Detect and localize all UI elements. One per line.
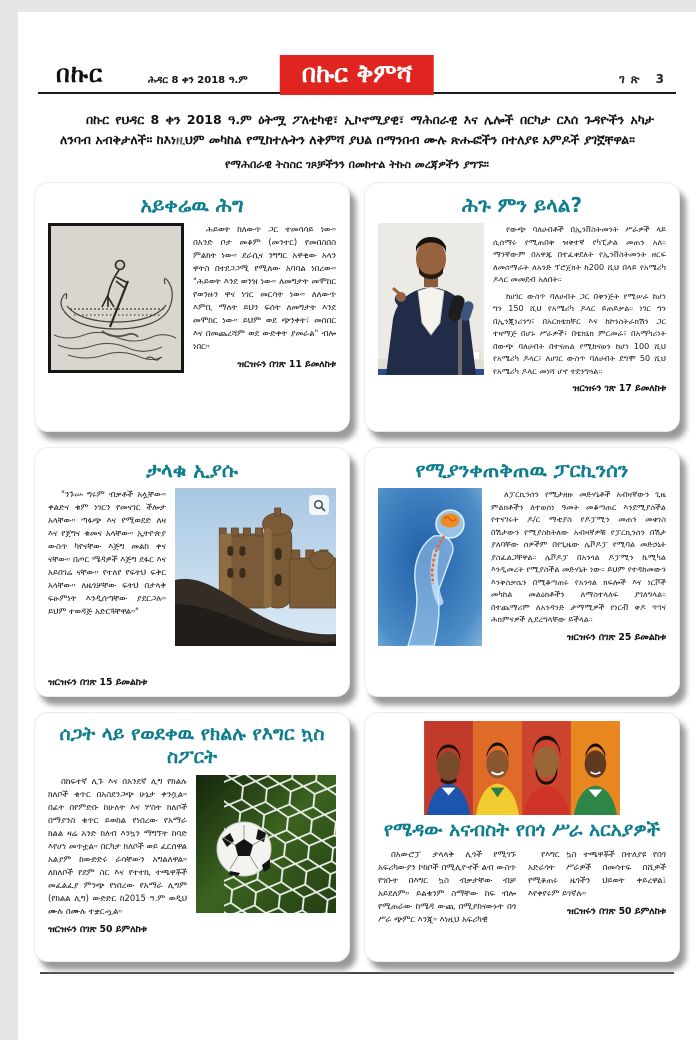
article-body: የውጭ ባለሀብቶች በኢንቨስትመንት ሥራዎች ላይ ሲሰማሩ የሚጠበቅ ዝቅተኛ የካፒታል መጠን አለ። ማንኛውም በአዋጁ በተፈቀደለት የኢንቨስትመንት ዘርፍ ለመሰማራት ለአንድ ፕሮጀክት ከ200 ሺህ በላይ የአሜሪካ ዶላር መመደብ አለበት። ከሀገር ውስጥ ባለሀብት ጋር በቅንጅት የሚሠራ ከሆነ ግን 150 ሺህ የአሜሪካ ዶላር ይጠይቃል። ነገር ግን በኢንጂነሪንግ፣ በአርክቴክቸር እና ከኮንስትራክሽን ጋር ተዛማጅ በሆኑ ሥራዎች፣ በቴክኒክ ምርመራ፣ በአማካሪነት በውጭ ባለሀብት በተናጠል የሚከናወን ከሆነ 100 ሺህ የአሜሪካ ዶላር፣ ለሀገር ውስጥ ባለሀብት ደግሞ 50 ሺህ የአሜሪካ ዶላር መነሻ ሆኖ ተደንግጓል። ዝርዝሩን ገጽ 17 ይመለከቱ (493, 223, 666, 423)
speaker-portrait-photo (378, 223, 484, 423)
article-card-what-does-law-say (364, 182, 680, 432)
zoom-magnifier-icon[interactable] (309, 495, 329, 515)
article-card-charitable-footballers (364, 712, 680, 962)
intro-paragraph: በኩር የህዳር 8 ቀን 2018 ዓ.ም ዕትሟ ፖለቲካዊ፣ ኢኮኖሚያዊ፣ ማሕበራዊ እና ሌሎች በርካታ ርእሰ ጉዳዮችን አካታ ለንባብ አብቅታለች። ከእነዚህም መካከል የሚከተሉትን ለቅምሻ ያህል በማንበብ ሙሉ ጽሑፎችን በተለያዩ አምዶች ያገኟቸዋል። (60, 112, 654, 147)
gondar-castle-photo (175, 488, 336, 688)
see-page-note: ዝርዝሩን በገጽ 11 ይመለከቱ (237, 359, 336, 371)
articles-grid (34, 182, 680, 962)
article-body-column-1: በአውሮፓ ታላላቅ ሊጎች የሚገኙ አፍሪካውያን ኮከቦች በሚሊዮኖች ልብ ውስጥ የገቡት በእግር ኳስ ብቃታቸው ብቻ አይደለም። ይልቁንም ስማቸው ከፍ ብሎ የሚጠራው ከሜዳ ውጪ በሚያከናውኑት በጎ ሥራ ጭምር እንጂ። እነዚህ አፍሪካዊ (378, 848, 516, 924)
article-card-parkinsons (364, 447, 680, 697)
see-page-note: ዝርዝሩን በገጽ 50 ይምለከቱ (567, 905, 666, 917)
soccer-ball-net-photo (196, 775, 336, 953)
article-body: ሕይወት ከለውጥ ጋር ተመሳሳይ ነው። በአንድ ቦታ መቆም (መንተር) የመበስበስ ምልክት ነው። ደራሲና ንግግር አዋቂው አላን ዋትስ በተደጋጋሚ የሚለው አባባል ነበረው። "ሕይወት እንደ ወንዝ ነው። ለመግታት መሞከር የወንዙን ዋና ነገር መርሳት ነው። ለለውጥ እምቢ ማለት ይህን ፍሰት ለመግታት እንደ መሞከር ነው። ይህም ወደ ጭንቀት፣ መሰበር እና በመጨረሻም ወደ ውድቀት ያመራል" ብሎ ነበር። ዝርዝሩን በገጽ 11 ይመለከቱ (193, 223, 336, 423)
page-number: ገጽ 3 (619, 72, 670, 86)
article-card-regional-football (34, 712, 350, 962)
article-card-iyasu-the-great (34, 447, 350, 697)
see-page-note: ዝርዝሩን በገጽ 50 ይምለከቱ (48, 923, 147, 935)
social-media-tagline: የማሕበራዊ ትስስር ገጾቻችንን በመከተል ትኩስ መረጃዎችን ያግኙ። (225, 158, 489, 171)
newspaper-logo: በኩር (56, 60, 104, 88)
article-title: ታላቁ ኢያሱ (146, 458, 238, 482)
african-footballers-illustration (423, 721, 621, 815)
article-title: የሜዳው አናብስት የበጎ ሥራ አርአያዎች (383, 819, 661, 841)
newspaper-page (18, 12, 696, 1040)
masthead (38, 22, 676, 94)
section-banner: በኩር ቅምሻ (280, 55, 434, 95)
article-body: "ንጉሡ ግሩም ብቃቶች አሏቸው። ቀልድና ቁም ነገርን የመናገር ችሎታ አላቸው። ጣፋጭ እና የሚወደድ ለዛ እና የጀግና ቁመና አላቸው። ኢትዮጵያ ውስጥ ካየናቸው እጅግ መልከ ቀና ናቸው። በጦር ሜዳዎች እጅግ ደፋር እና አይበገሬ ናቸው። የተለየ የፍትህ ፍቅር አላቸው። ለዜጎቻቸው ፍትህ በታላቅ ፍፁምነት እንዲሰጣቸው ያደርጋሉ። ይህም ተወዳጅ አድርጓቸዋል።" (48, 489, 166, 617)
article-body: ለፓርኪንሰን የሚታዘዙ መድሃኒቶች አብዛኛውን ጊዜ ምልክቶችን ለተወሰነ ዓመት መቆጣጠር እንደሚያስችል የተናገሩት ዶ/ር ማቲያስ የዶፓሚን መጠን መቀነስ በሽታውን የሚያስከትለው አብዛኛዎቹ የፓርኪንሰን በሽታ ያለባቸው ሰዎችም በየጊዜው ሌቮዶፓ የሚባል መድኃኒት ያስፈልጋቸዋል። ሌቮዶፓ በአንጎል ዶፓሚን ኬሚካል እንዲመረት የሚያስችል መድሃኒት ነው። ይህም የተዳከመውን እንቅስቃሴን በሚቆጣጠሩ የአንጎል ክፍሎች እና ነርቮች መካከል መልዕክቶችን ለማስተላለፍ ያገለግላል። በተጨማሪም ለአንዳንድ ታማሚዎች የነርቭ ቀዶ ጥገና ሕክምናዎች ሊደረግላቸው ይችላል። ዝርዝሩን በገጽ 25 ይመልከቱ (491, 488, 666, 688)
article-card-inevitable-law (34, 182, 350, 432)
bottom-rule (40, 972, 674, 974)
parkinsons-body-illustration (378, 488, 482, 688)
article-body: በከፍተኛ ሊጉ እና በአንደኛ ሊግ የክልሉ ክለቦች ቁጥር በአስደንጋጭ ሁኔታ ቀንሷል። በፊት በየምድቡ ከሁለት እና ሦስት ክለቦች በማያንስ ቁጥር ይወከል የነበረው የአማራ ክልል ዛሬ አንድ ክለብ እንኳን ማግኘት ከባድ እየሆነ መጥቷል። በርካታ ክለቦች ወይ ፈርሰዋል አልያም ከውድድሩ ራሳቸውን አግልለዋል። ለክለቦች የደም ስር እና የተተኪ ተጫዋቾች መፈልፈያ ምንጭ የነበረው የአማራ ሊግም (የክልል ሊግ) ውድድር ከ2015 ዓ.ም ወዲህ ሙሉ በሙሉ ተቋርጧል። ዝርዝሩን በገጽ 50 ይምለከቱ (48, 775, 187, 953)
issue-date: ሕዳር 8 ቀን 2018 ዓ.ም (148, 75, 248, 86)
see-page-note: ዝርዝሩን በገጽ 15 ይመልከቱ (48, 677, 148, 688)
see-page-note: ዝርዝሩን በገጽ 25 ይመልከቱ (566, 631, 666, 643)
article-title: የሚያንቀጠቅጠዉ ፓርኪንሰን (415, 458, 629, 482)
article-title: ሕጉ ምን ይላል? (461, 193, 583, 217)
see-page-note: ዝርዝሩን ገጽ 17 ይመለከቱ (572, 383, 666, 395)
article-title: ሰጋት ላይ የወደቀዉ የክልሉ የእግር ኳስ ስፖርት (59, 723, 325, 768)
article-body-column-2: የእግር ኳስ ተጫዋቾች በተለያዩ የበጎ አድራጎት ሥራዎች በመሳተፍ በሺዎች የሚቆጠሩ ዜጎችን ህይወት ቀይረዋል፤ እየቀየሩም ይገኛሉ። ዝርዝሩን በገጽ 50 ይምለከቱ (528, 848, 666, 953)
boat-rowing-sketch-image (48, 223, 184, 423)
article-title: አይቀሬዉ ሕግ (140, 193, 244, 217)
